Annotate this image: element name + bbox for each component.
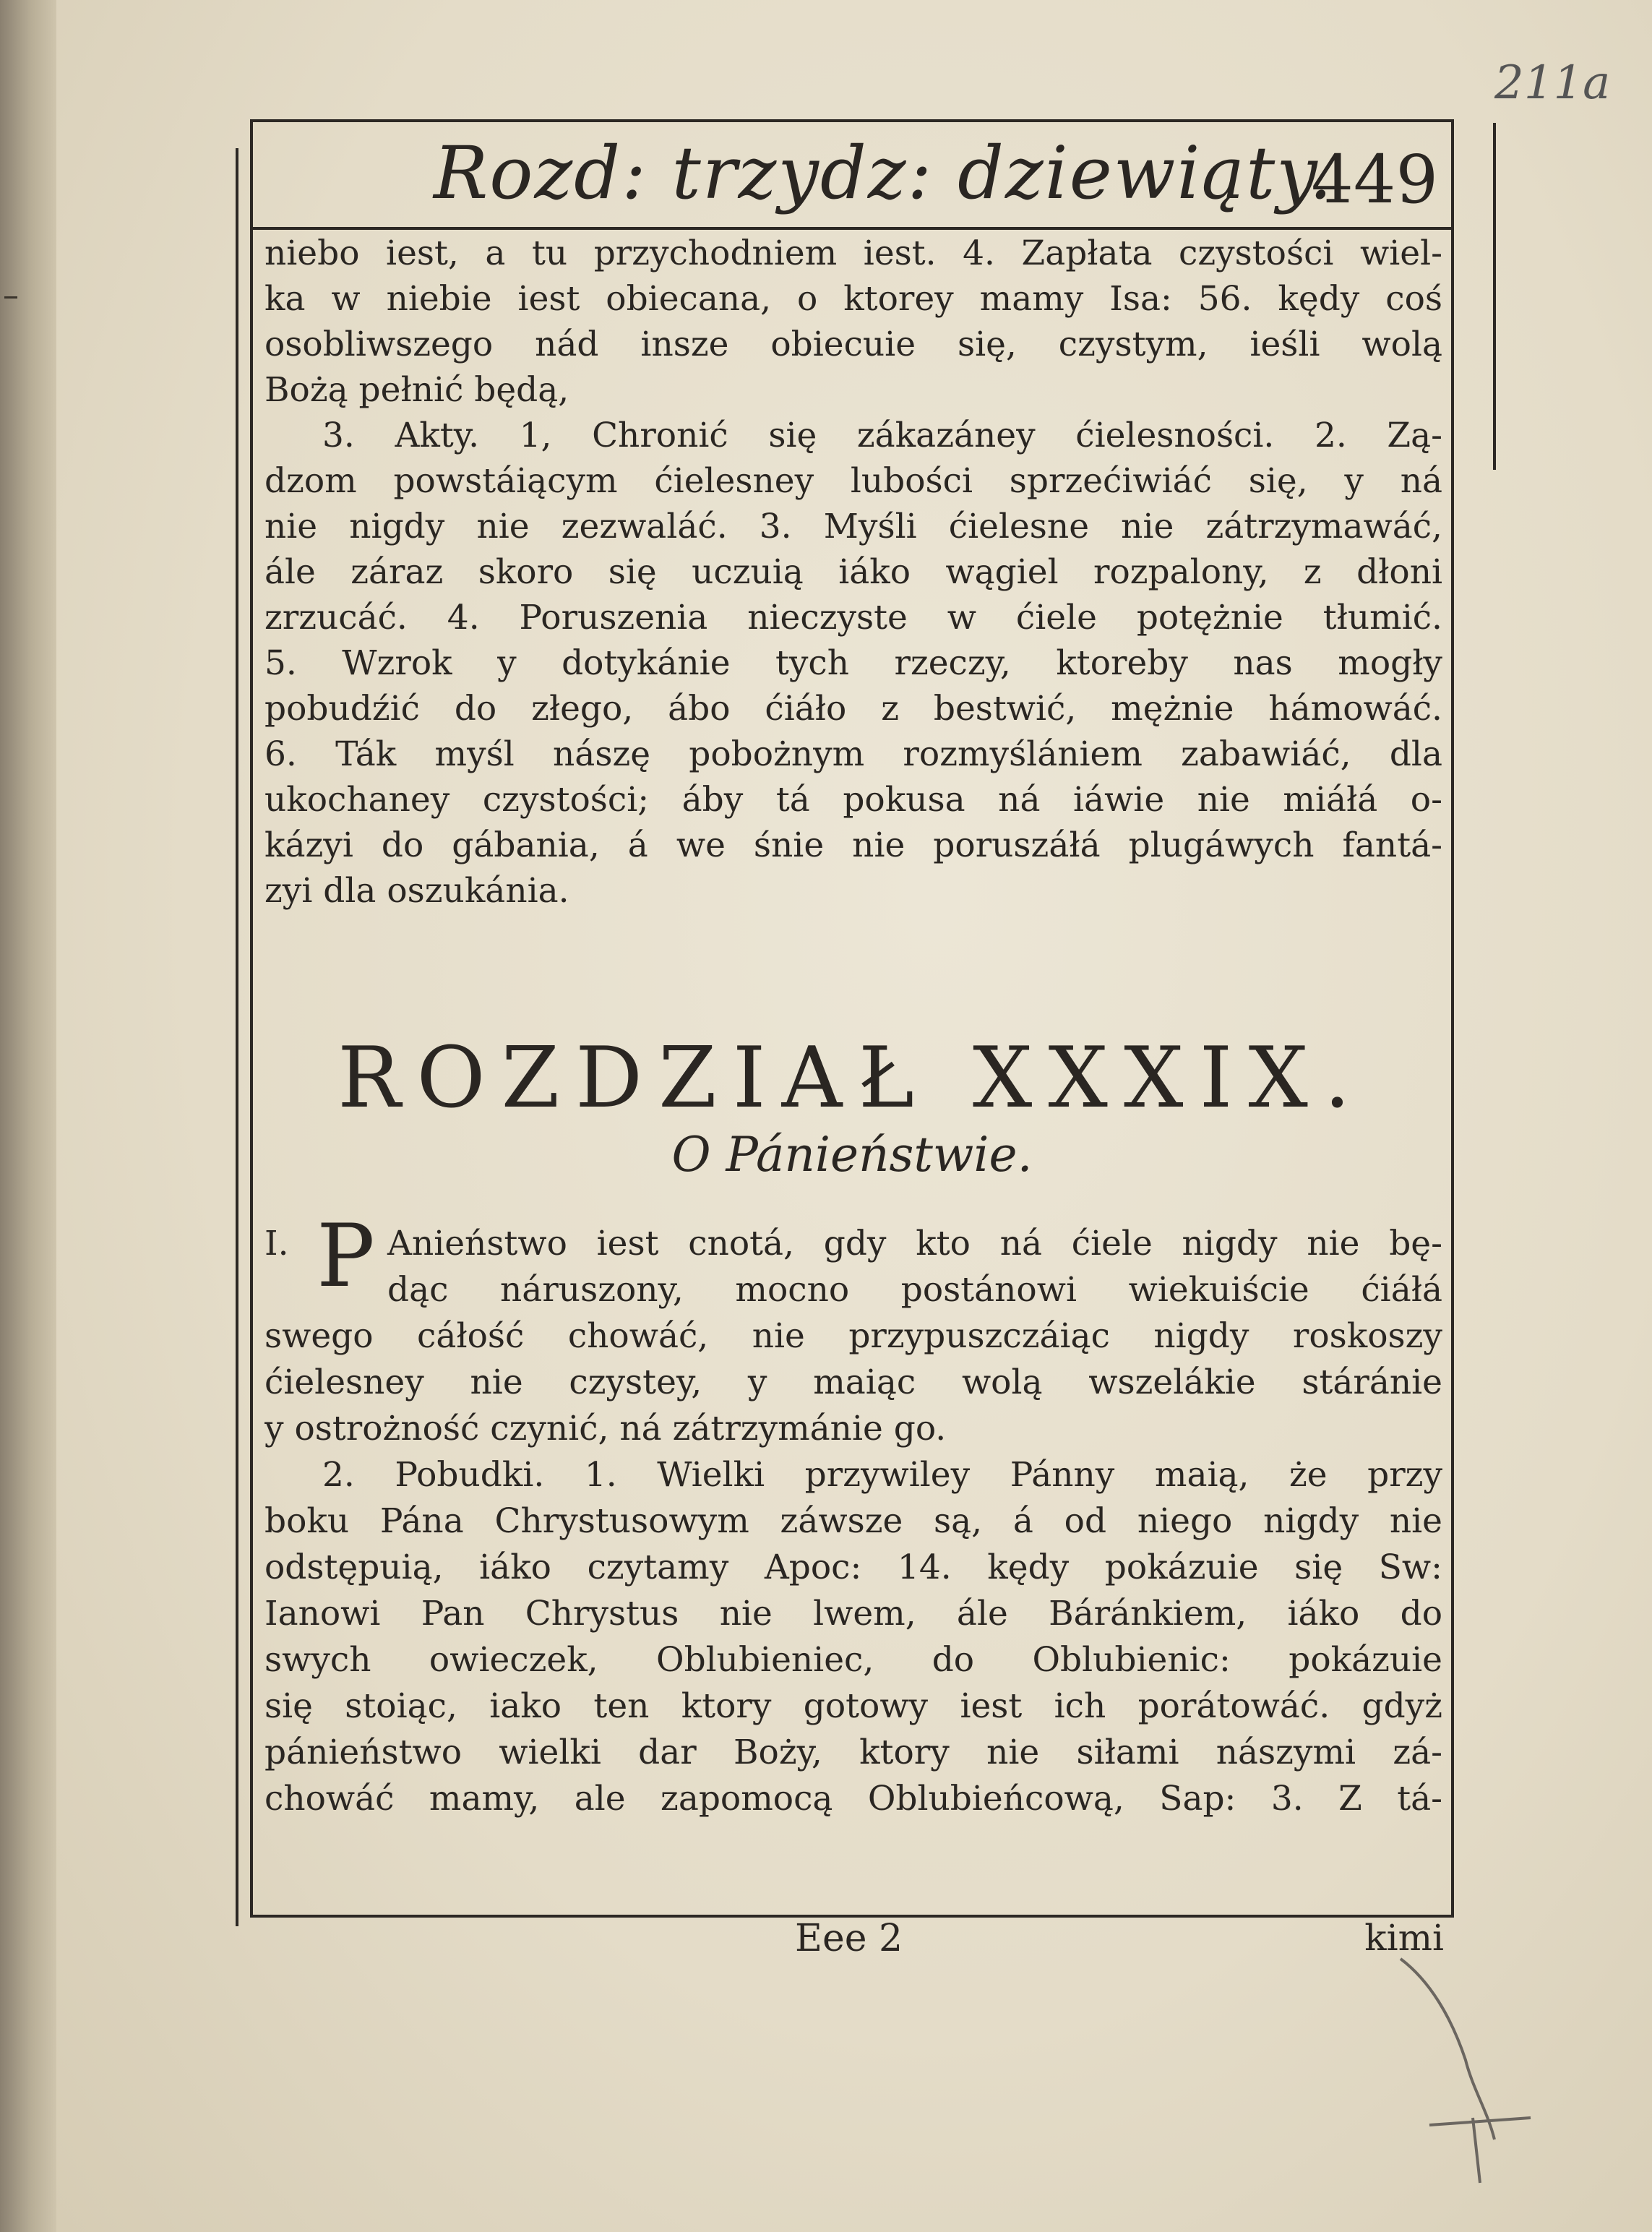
text-line: chowáć mamy, ale zapomocą Oblubieńcową, Sap: 3. Z tá- <box>264 1779 1442 1819</box>
text-line: 2. Pobudki. 1. Wielki przywiley Pánny maią, że przy <box>322 1455 1442 1495</box>
book-page <box>56 0 1652 2232</box>
text-line: swych owieczek, Oblubieniec, do Oblubienic: pokázuie <box>264 1640 1442 1680</box>
text-line: się stoiąc, iako ten ktory gotowy iest ich porátowáć. gdyż <box>264 1686 1442 1726</box>
text-line: kázyi do gábania, á we śnie nie poruszáłá plugáwych fantá- <box>264 825 1442 865</box>
text-line: osobliwszego nád insze obiecuie się, czystym, ieśli wolą <box>264 325 1442 364</box>
paragraph-section <box>264 1206 1442 1822</box>
page-number: 449 <box>1311 141 1438 218</box>
text-line: y ostrożność czynić, ná zátrzymánie go. <box>264 1409 947 1448</box>
gutter-mark <box>4 296 17 299</box>
book-gutter <box>0 0 56 2232</box>
text-line: swego cáłość chowáć, nie przypuszczáiąc nigdy roskoszy <box>264 1316 1442 1356</box>
signature-mark: Eee 2 <box>795 1917 903 1960</box>
drop-cap: P <box>317 1206 375 1307</box>
text-line: zyi dla oszukánia. <box>264 871 569 911</box>
text-line: pobudźić do złego, ábo ćiáło z bestwić, mężnie hámowáć. <box>264 689 1442 729</box>
text-line: niebo iest, a tu przychodniem iest. 4. Zapłata czystości wiel- <box>264 233 1442 273</box>
text-line: ále záraz skoro się uczuią iáko wągiel rozpalony, z dłoni <box>264 552 1442 592</box>
text-line: ćielesney nie czystey, y maiąc wolą wszelákie stáránie <box>264 1362 1442 1402</box>
paragraph-top <box>264 231 1442 914</box>
text-line: Ianowi Pan Chrystus nie lwem, ále Báránkiem, iáko do <box>264 1594 1442 1634</box>
text-line: Anieństwo iest cnotá, gdy kto ná ćiele nigdy nie bę- <box>387 1224 1442 1263</box>
outer-rule-right <box>1493 123 1496 470</box>
chapter-subtitle: O Pánieństwie. <box>671 1127 1033 1182</box>
chapter-title: ROZDZIAŁ XXXIX. <box>337 1029 1367 1127</box>
page-header <box>253 122 1451 230</box>
text-line: ka w niebie iest obiecana, o ktorey mamy Isa: 56. kędy coś <box>264 279 1442 319</box>
text-line: zrzucáć. 4. Poruszenia nieczyste w ćiele potężnie tłumić. <box>264 598 1442 638</box>
pencil-scribble <box>1386 1952 1574 2197</box>
text-line: odstępuią, iáko czytamy Apoc: 14. kędy pokázuie się Sw: <box>264 1548 1442 1587</box>
running-head: Rozd: trzydz: dziewiąty. <box>434 131 1334 215</box>
text-line: dąc náruszony, mocno postánowi wiekuiście ćiáłá <box>387 1270 1442 1310</box>
outer-rule-left <box>236 148 238 1926</box>
text-line: 3. Akty. 1, Chronić się zákazáney ćielesności. 2. Zą- <box>322 416 1442 455</box>
text-line: 5. Wzrok y dotykánie tych rzeczy, ktoreby nas mogły <box>264 643 1442 683</box>
page-footer <box>250 1917 1451 1975</box>
text-line: 6. Ták myśl nászę pobożnym rozmyślániem zabawiáć, dla <box>264 734 1442 774</box>
text-line: pánieństwo wielki dar Boży, ktory nie siłami nászymi zá- <box>264 1733 1442 1772</box>
text-line: Bożą pełnić będą, <box>264 370 569 410</box>
text-frame <box>250 119 1454 1918</box>
text-line: boku Pána Chrystusowym záwsze są, á od niego nigdy nie <box>264 1501 1442 1541</box>
section-number: I. <box>264 1224 289 1263</box>
text-line: ukochaney czystości; áby tá pokusa ná iáwie nie miáłá o- <box>264 780 1442 820</box>
section-opening <box>264 1206 1442 1313</box>
catchword: kimi <box>1364 1917 1444 1959</box>
text-line: nie nigdy nie zezwaláć. 3. Myśli ćielesne nie zátrzymawáć, <box>264 507 1442 546</box>
text-line: dzom powstáiącym ćielesney lubości sprzećiwiáć się, y ná <box>264 461 1442 501</box>
margin-note: 211a <box>1494 56 1611 110</box>
